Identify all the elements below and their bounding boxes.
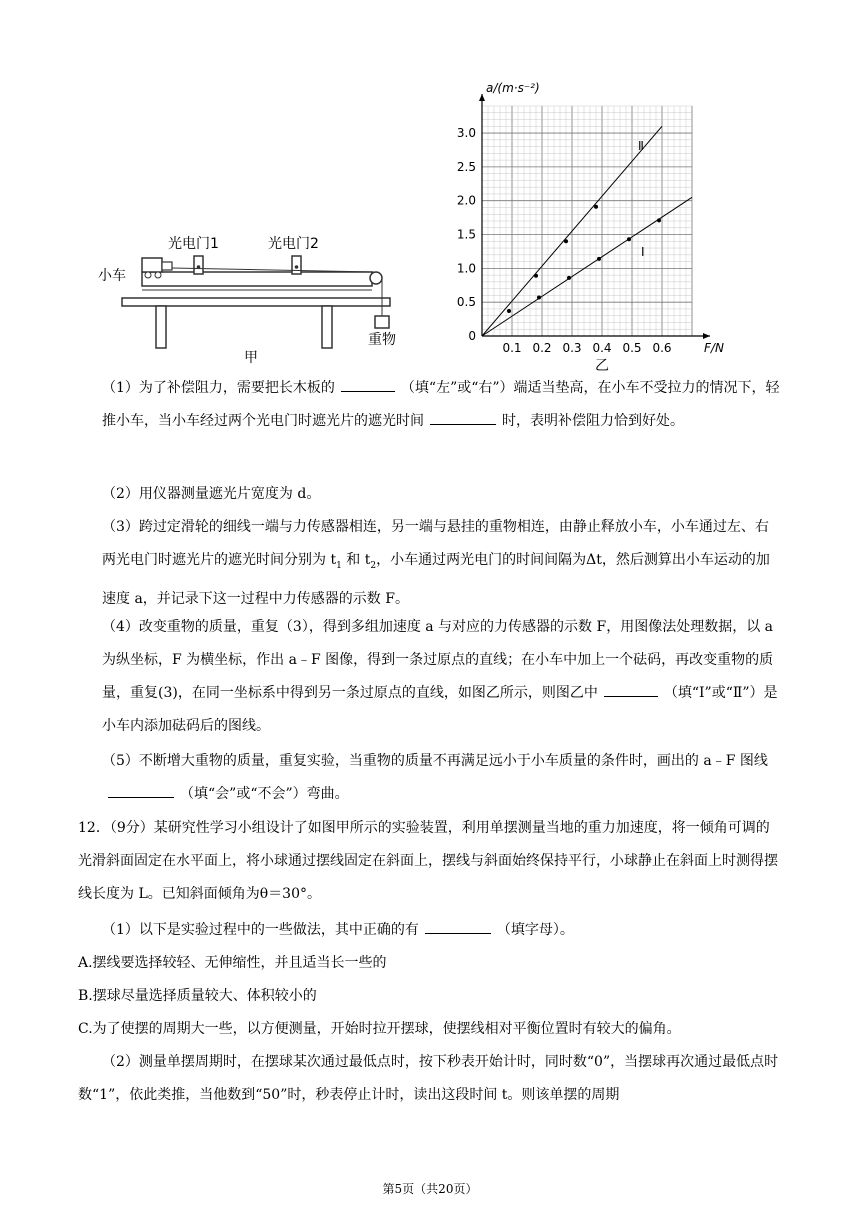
q11-part4: （4）改变重物的质量，重复（3），得到多组加速度 a 与对应的力传感器的示数 F，用图像法处理数据，以 a 为纵坐标，F 为横坐标，作出 a﹣F 图像，得到一条过原点的直线；在小车中加上一个砝码，再改变重物的质量，重复(3)，在同一坐标系中得到另一条过原点的直线，如图乙所示，则图乙中 （填“Ⅰ”或“Ⅱ”）是小车内添加砝码后的图线。 — [102, 619, 778, 734]
q12-option-c: C.为了使摆的周期大一些，以方便测量，开始时拉开摆球，使摆线相对平衡位置时有较大的偏角。 — [78, 1021, 681, 1037]
page-footer: 第5页（共20页） — [382, 1182, 478, 1196]
data-point — [657, 218, 661, 222]
series-label: Ⅰ — [641, 245, 645, 260]
gate2-label: 光电门2 — [268, 236, 319, 252]
answer-blank-3[interactable] — [604, 695, 658, 697]
apparatus-figure — [96, 228, 426, 368]
data-point — [507, 309, 511, 313]
answer-blank-1[interactable] — [341, 390, 395, 392]
photogate-1 — [194, 256, 203, 274]
x-axis-label: F/N — [704, 341, 724, 355]
table-leg-left — [156, 306, 166, 348]
table-leg-right — [322, 306, 332, 348]
data-point — [597, 257, 601, 261]
q11-part2: （2）用仪器测量遮光片宽度为 d。 — [102, 486, 321, 502]
hanging-weight — [375, 316, 389, 328]
a-f-chart — [450, 81, 740, 380]
x-tick-label: 0.3 — [562, 341, 582, 355]
gate1-label: 光电门1 — [168, 236, 219, 252]
x-tick-label: 0.1 — [502, 341, 522, 355]
q11-part5: （5）不断增大重物的质量，重复实验，当重物的质量不再满足远小于小车质量的条件时，画出的 a﹣F 图线（填“会”或“不会”）弯曲。 — [102, 753, 768, 802]
figure-caption-yi: 乙 — [595, 358, 609, 374]
q12-option-a: A.摆线要选择较轻、无伸缩性，并且适当长一些的 — [78, 955, 387, 971]
answer-blank-2[interactable] — [430, 423, 496, 425]
q11-part3: （3）跨过定滑轮的细线一端与力传感器相连，另一端与悬挂的重物相连，由静止释放小车，小车通过左、右两光电门时遮光片的遮光时间分别为 $t_1$ 和 $t_2$，小车通过两光电门的时间间隔为Δt，然后测算出小车运动的加速度 a，并记录下这一过程中力传感器的示数 F。 — [102, 519, 770, 607]
x-tick-label: 0.2 — [532, 341, 552, 355]
data-point — [537, 295, 541, 299]
y-tick-label: 1.0 — [456, 261, 476, 276]
y-tick-label: 0 — [468, 329, 476, 343]
table-top — [122, 298, 390, 306]
data-point — [564, 239, 568, 243]
track-board — [142, 272, 372, 286]
x-tick-label: 0.4 — [592, 341, 612, 355]
pulley — [370, 272, 382, 284]
series-line — [482, 197, 692, 336]
y-tick-label: 0.5 — [456, 295, 476, 310]
y-tick-label: 1.5 — [456, 227, 476, 242]
answer-blank-5[interactable] — [425, 932, 491, 934]
data-point — [534, 274, 538, 278]
data-point — [594, 205, 598, 209]
q12-part2: （2）测量单摆周期时，在摆球某次通过最低点时，按下秒表开始计时，同时数“0”，当摆球再次通过最低点时数“1”，依此类推，当他数到“50”时，秒表停止计时，读出这段时间 t。则该单摆的周期 — [78, 1054, 779, 1103]
data-point — [567, 276, 571, 280]
y-tick-label: 3.0 — [456, 126, 476, 141]
data-point — [627, 237, 631, 241]
y-axis-arrow — [479, 94, 485, 101]
q12-intro: 12．（9分）某研究性学习小组设计了如图甲所示的实验装置，利用单摆测量当地的重力加速度，将一倾角可调的光滑斜面固定在水平面上，将小球通过摆线固定在斜面上，摆线与斜面始终保持平行，小球静止在斜面上时测得摆线长度为 L。已知斜面倾角为θ＝30°。 — [78, 820, 778, 902]
q11-part1: （1）为了补偿阻力，需要把长木板的 （填“左”或“右”）端适当垫高，在小车不受拉力的情况下，轻推小车，当小车经过两个光电门时遮光片的遮光时间 时，表明补偿阻力恰到好处。 — [102, 380, 780, 429]
y-tick-label: 2.0 — [456, 193, 476, 208]
figure-caption-jia: 甲 — [244, 350, 258, 366]
x-tick-label: 0.5 — [622, 341, 642, 355]
series-label: Ⅱ — [638, 138, 644, 153]
cart-label: 小车 — [98, 268, 126, 284]
x-axis-arrow — [703, 333, 710, 339]
photogate-2 — [292, 256, 301, 274]
x-tick-label: 0.6 — [652, 341, 672, 355]
q12-option-b: B.摆球尽量选择质量较大、体积较小的 — [78, 988, 317, 1004]
q12-part1: （1）以下是实验过程中的一些做法，其中正确的有 （填字母）。 — [102, 922, 574, 938]
weight-label: 重物 — [368, 332, 396, 348]
y-tick-label: 2.5 — [456, 159, 476, 174]
answer-blank-4[interactable] — [108, 796, 174, 798]
y-axis-label: a/(m·s⁻²) — [486, 81, 540, 95]
